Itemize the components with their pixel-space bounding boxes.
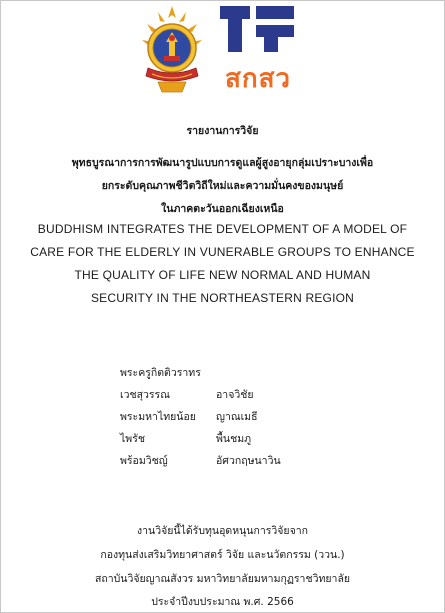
tsri-wordmark: สกสว xyxy=(224,64,292,94)
author-last-name: พื้นชมภู xyxy=(216,433,252,445)
title-en-line-1: BUDDHISM INTEGRATES THE DEVELOPMENT OF A MODEL OF xyxy=(37,222,408,236)
university-crest-logo xyxy=(138,4,206,96)
author-first-name: เวชสุวรรณ xyxy=(120,389,170,401)
funding-line-2: กองทุนส่งเสริมวิทยาศาสตร์ วิจัย และนวัตกรรม (ววน.) xyxy=(100,549,345,561)
author-last-name: อาจวิชัย xyxy=(216,389,254,401)
title-en-line-4: SECURITY IN THE NORTHEASTERN REGION xyxy=(90,291,355,305)
funding-line-3: สถาบันวิจัยญาณสังวร มหาวิทยาลัยมหามกุฏราชวิทยาลัย xyxy=(94,573,351,585)
author-first-name: พร้อมวิชญ์ xyxy=(120,455,168,467)
funding-line-1: งานวิจัยนี้ได้รับทุนอุดหนุนการวิจัยจาก xyxy=(137,525,308,537)
title-th-line-2: ยกระดับคุณภาพชีวิตวิถีใหม่และความมั่นคงของมนุษย์ xyxy=(101,180,344,192)
author-last-name: อัศวกฤษนาวิน xyxy=(216,455,281,467)
report-type: รายงานการวิจัย xyxy=(186,125,259,137)
title-th-line-3: ในภาคตะวันออกเฉียงเหนือ xyxy=(161,203,284,215)
author-first-name: ไพรัช xyxy=(120,433,145,445)
title-th-line-1: พุทธบูรณาการการพัฒนารูปแบบการดูแลผู้สูงอายุกลุ่มเปราะบางเพื่อ xyxy=(71,157,374,169)
author-first-name: พระครูกิตติวราทร xyxy=(120,367,201,379)
author-first-name: พระมหาไทยน้อย xyxy=(120,411,196,423)
funding-line-4: ประจำปีงบประมาณ พ.ศ. 2566 xyxy=(151,596,294,608)
logo-header xyxy=(0,0,445,100)
author-last-name: ญาณเมธี xyxy=(216,411,258,423)
title-en-line-3: THE QUALITY OF LIFE NEW NORMAL AND HUMAN xyxy=(74,268,371,282)
title-en-line-2: CARE FOR THE ELDERLY IN VUNERABLE GROUPS TO ENHANCE xyxy=(30,245,415,259)
